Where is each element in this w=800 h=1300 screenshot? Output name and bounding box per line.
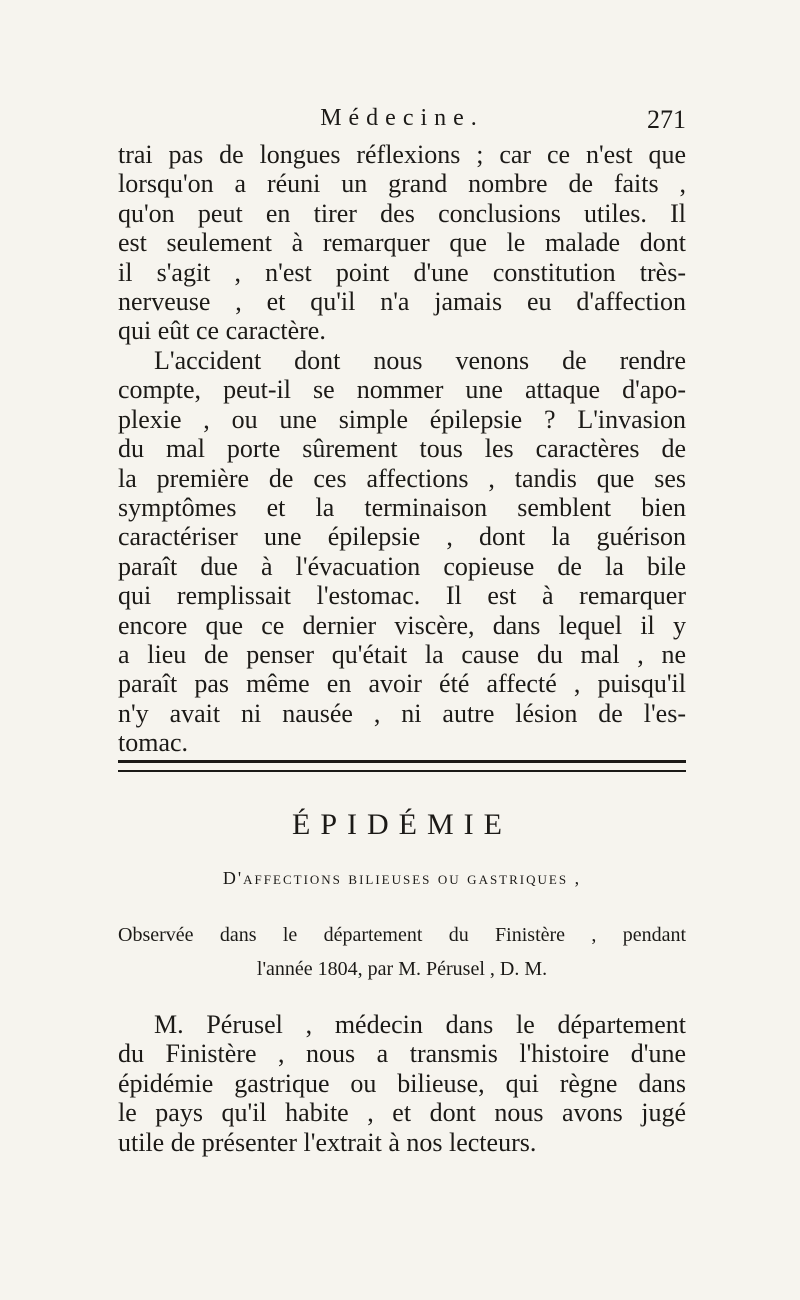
section-subtitle: D'affections bilieuses ou gastriques , (222, 868, 582, 888)
running-head-title: Médecine. (320, 105, 484, 131)
text-line: le pays qu'il habite , et dont nous avons jugé (118, 1098, 686, 1128)
text-line: utile de présenter l'extrait à nos lecteurs. (118, 1127, 537, 1157)
attribution-line: l'année 1804, par M. Pérusel , D. M. (256, 958, 548, 980)
text-line: n'y avait ni nausée , ni autre lésion de l'es- (118, 698, 686, 728)
text-line: qu'on peut en tirer des conclusions utiles. Il (118, 198, 686, 228)
text-line: du Finistère , nous a transmis l'histoire d'une (118, 1039, 686, 1069)
paragraph-diagnosis (118, 346, 686, 757)
text-line: plexie , ou une simple épilepsie ? L'invasion (118, 404, 686, 434)
text-line: du mal porte sûrement tous les caractères de (118, 434, 686, 464)
text-line: compte, peut-il se nommer une attaque d'apo- (118, 375, 686, 405)
section-attribution (118, 918, 686, 986)
text-line: nerveuse , et qu'il n'a jamais eu d'affection (118, 286, 686, 316)
text-line: il s'agit , n'est point d'une constitution très- (118, 257, 686, 287)
text-line: qui eût ce caractère. (118, 316, 326, 346)
text-line: la première de ces affections , tandis que ses (118, 463, 686, 493)
page-number: 271 (647, 105, 686, 134)
text-line: encore que ce dernier viscère, dans lequel il y (118, 610, 686, 640)
paragraph-introduction (118, 1010, 686, 1157)
text-line: caractériser une épilepsie , dont la guérison (118, 522, 686, 552)
text-line: M. Pérusel , médecin dans le département (154, 1010, 686, 1039)
text-line: épidémie gastrique ou bilieuse, qui règne dans (118, 1068, 686, 1098)
text-line: paraît pas même en avoir été affecté , puisqu'il (118, 669, 686, 699)
text-line: tomac. (118, 728, 189, 758)
text-line: symptômes et la terminaison semblent bien (118, 492, 686, 522)
text-line: paraît due à l'évacuation copieuse de la bile (118, 551, 686, 581)
paragraph-continued (118, 140, 686, 346)
text-line: qui remplissait l'estomac. Il est à remarquer (118, 581, 686, 611)
text-line: est seulement à remarquer que le malade dont (118, 228, 686, 258)
text-line: trai pas de longues réflexions ; car ce n'est que (118, 140, 686, 169)
text-line: a lieu de penser qu'était la cause du mal , ne (118, 639, 686, 669)
text-line: L'accident dont nous venons de rendre (154, 346, 686, 375)
text-line: lorsqu'on a réuni un grand nombre de faits , (118, 169, 686, 199)
section-title: ÉPIDÉMIE (292, 808, 512, 841)
section-divider (118, 760, 686, 772)
running-head (118, 105, 686, 145)
attribution-line: Observée dans le département du Finistère , pendant (118, 924, 686, 946)
